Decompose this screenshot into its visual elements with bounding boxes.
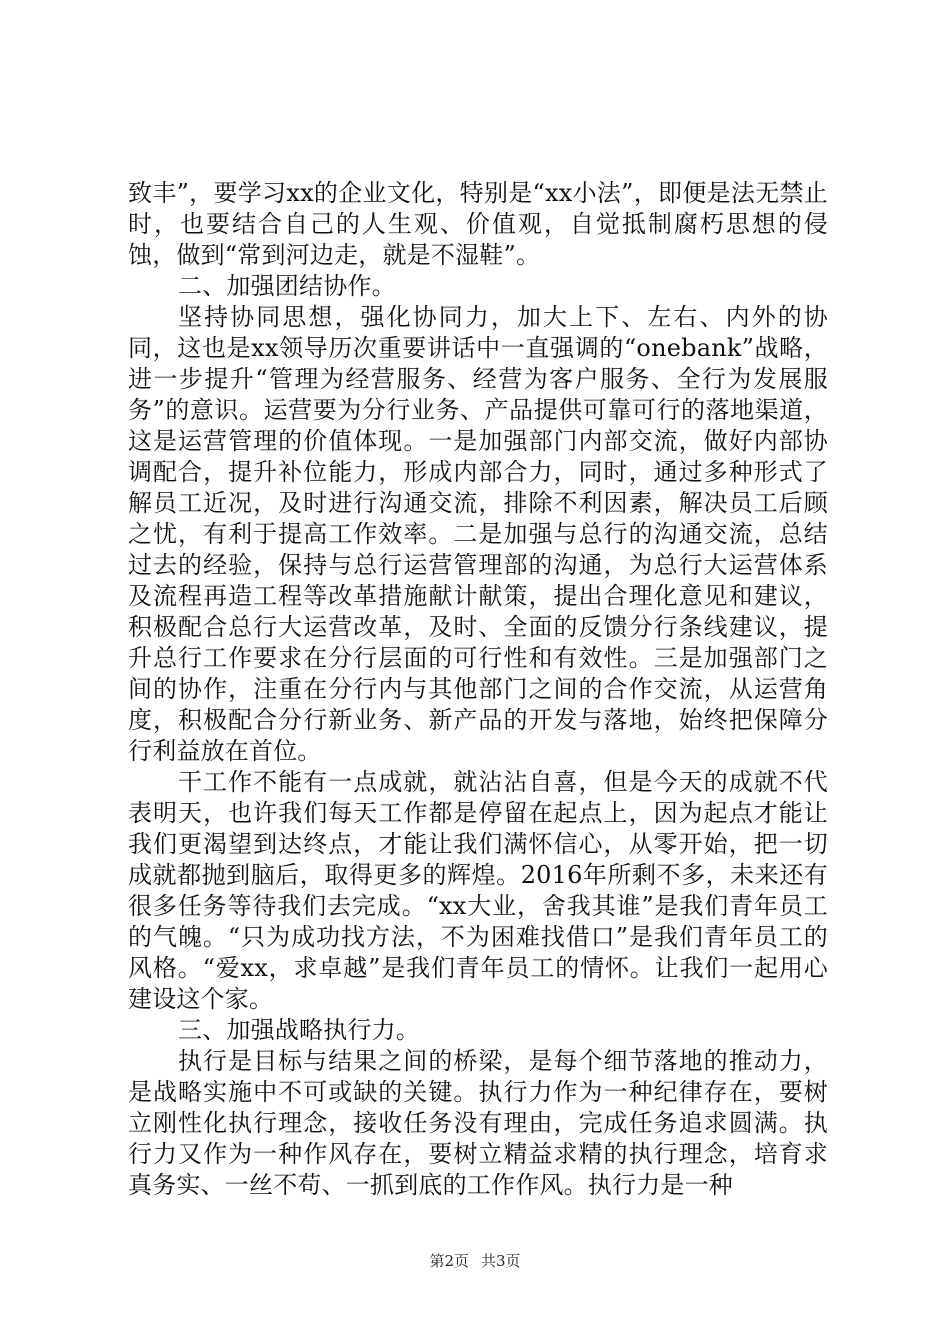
page-footer	[0, 1251, 950, 1271]
paragraph-collaboration: 坚持协同思想，强化协同力，加大上下、左右、内外的协同，这也是xx领导历次重要讲话中一直强调的“onebank”战略，进一步提升“管理为经营服务、经营为客户服务、全行为发展服务”的意识。运营要为分行业务、产品提供可靠可行的落地渠道，这是运营管理的价值体现。一是加强部门内部交流，做好内部协调配合，提升补位能力，形成内部合力，同时，通过多种形式了解员工近况，及时进行沟通交流，排除不利因素，解决员工后顾之忧，有利于提高工作效率。二是加强与总行的沟通交流，总结过去的经验，保持与总行运营管理部的沟通，为总行大运营体系及流程再造工程等改革措施献计献策，提出合理化意见和建议，积极配合总行大运营改革，及时、全面的反馈分行条线建议，提升总行工作要求在分行层面的可行性和有效性。三是加强部门之间的协作，注重在分行内与其他部门之间的合作交流，从运营角度，积极配合分行新业务、新产品的开发与落地，始终把保障分行利益放在首位。	[128, 303, 828, 765]
document-body	[128, 178, 828, 1201]
paragraph-continuation: 致丰”，要学习xx的企业文化，特别是“xx小法”，即便是法无禁止时，也要结合自己的人生观、价值观，自觉抵制腐朽思想的侵蚀，做到“常到河边走，就是不湿鞋”。	[128, 179, 828, 269]
paragraph-achievement: 干工作不能有一点成就，就沾沾自喜，但是今天的成就不代表明天，也许我们每天工作都是停留在起点上，因为起点才能让我们更渴望到达终点，才能让我们满怀信心，从零开始，把一切成就都抛到脑后，取得更多的辉煌。2016年所剩不多，未来还有很多任务等待我们去完成。“xx大业，舍我其谁”是我们青年员工的气魄。“只为成功找方法，不为困难找借口”是我们青年员工的风格。“爱xx，求卓越”是我们青年员工的情怀。让我们一起用心建设这个家。	[128, 768, 828, 1013]
paragraph-execution: 执行是目标与结果之间的桥梁，是每个细节落地的推动力，是战略实施中不可或缺的关键。执行力作为一种纪律存在，要树立刚性化执行理念，接收任务没有理由，完成任务追求圆满。执行力又作为一种作风存在，要树立精益求精的执行理念，培育求真务实、一丝不苟、一抓到底的工作作风。执行力是一种	[128, 1047, 828, 1199]
section-heading-execution: 三、加强战略执行力。	[178, 1016, 420, 1044]
page-total: 共3页	[481, 1252, 521, 1270]
section-heading-unity: 二、加强团结协作。	[178, 272, 396, 300]
page-number: 第2页	[429, 1252, 469, 1270]
